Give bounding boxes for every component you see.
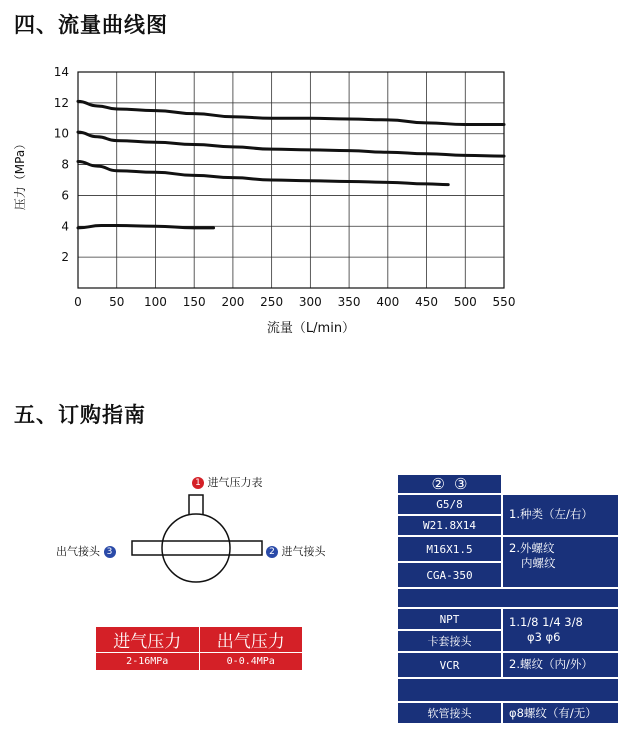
x-tick-label: 150 xyxy=(182,295,206,309)
x-tick-label: 100 xyxy=(144,295,167,309)
section-title-flow-curve: 四、流量曲线图 xyxy=(14,13,168,37)
pressure-table xyxy=(95,626,303,671)
x-tick-label: 0 xyxy=(74,295,82,309)
y-tick-label: 14 xyxy=(53,65,69,79)
order-note-size: 1.1/8 1/4 3/8 φ3 φ6 xyxy=(502,608,619,652)
order-note-thread-in-out: 2.螺纹（内/外） xyxy=(502,652,619,678)
regulator-diagram xyxy=(120,485,270,585)
x-tick-label: 400 xyxy=(376,295,400,309)
series-line-1 xyxy=(78,101,504,124)
x-tick-label: 450 xyxy=(415,295,438,309)
outlet-label: 出气接头 3 xyxy=(56,543,116,559)
outlet-pressure-value: 0-0.4MPa xyxy=(199,653,303,671)
order-note-thread: 2.外螺纹 内螺纹 xyxy=(502,536,619,588)
inlet-pressure-value: 2-16MPa xyxy=(96,653,200,671)
order-note-hose-thread: φ8螺纹（有/无） xyxy=(502,702,619,724)
inlet-label: 2 进气接头 xyxy=(266,543,326,559)
order-item-ferrule: 卡套接头 xyxy=(397,630,502,652)
y-tick-label: 4 xyxy=(61,219,69,234)
x-tick-label: 200 xyxy=(221,295,245,309)
flow-curve-chart xyxy=(0,50,635,350)
order-spacer-2 xyxy=(397,678,619,702)
y-tick-label: 8 xyxy=(61,157,69,172)
order-spacer-1 xyxy=(397,588,619,608)
x-tick-label: 300 xyxy=(298,295,322,309)
series-line-4 xyxy=(78,226,214,228)
order-item-vcr: VCR xyxy=(397,652,502,678)
x-axis-label: 流量（L/min） xyxy=(266,321,356,336)
y-tick-label: 2 xyxy=(61,250,69,265)
regulator-body xyxy=(162,514,230,582)
outlet-pressure-header: 出气压力 xyxy=(199,627,303,653)
x-tick-label: 250 xyxy=(260,295,284,309)
number-badge-1: 1 xyxy=(192,477,204,489)
inlet-pressure-header: 进气压力 xyxy=(96,627,200,653)
number-badge-3: 3 xyxy=(104,546,116,558)
number-badge-2: 2 xyxy=(266,546,278,558)
series-line-2 xyxy=(78,132,504,156)
y-axis-label: 压力（MPa） xyxy=(13,137,27,211)
order-note-type: 1.种类（左/右） xyxy=(502,494,619,536)
x-tick-label: 50 xyxy=(109,295,125,309)
order-item-npt: NPT xyxy=(397,608,502,630)
order-item-w218: W21.8X14 xyxy=(397,515,502,536)
section-title-order-guide: 五、订购指南 xyxy=(14,403,146,427)
order-item-g58: G5/8 xyxy=(397,494,502,515)
x-tick-label: 500 xyxy=(453,295,477,309)
order-item-m16: M16X1.5 xyxy=(397,536,502,562)
y-tick-label: 6 xyxy=(61,188,69,203)
order-item-cga350: CGA-350 xyxy=(397,562,502,588)
order-table-header: ② ③ xyxy=(397,474,502,494)
order-item-hose: 软管接头 xyxy=(397,702,502,724)
x-tick-label: 550 xyxy=(492,295,516,309)
y-tick-label: 12 xyxy=(53,95,69,110)
x-tick-label: 350 xyxy=(337,295,361,309)
inlet-gauge-label: 1 进气压力表 xyxy=(192,474,263,490)
y-tick-label: 10 xyxy=(53,126,69,141)
gauge-stem xyxy=(189,495,203,515)
